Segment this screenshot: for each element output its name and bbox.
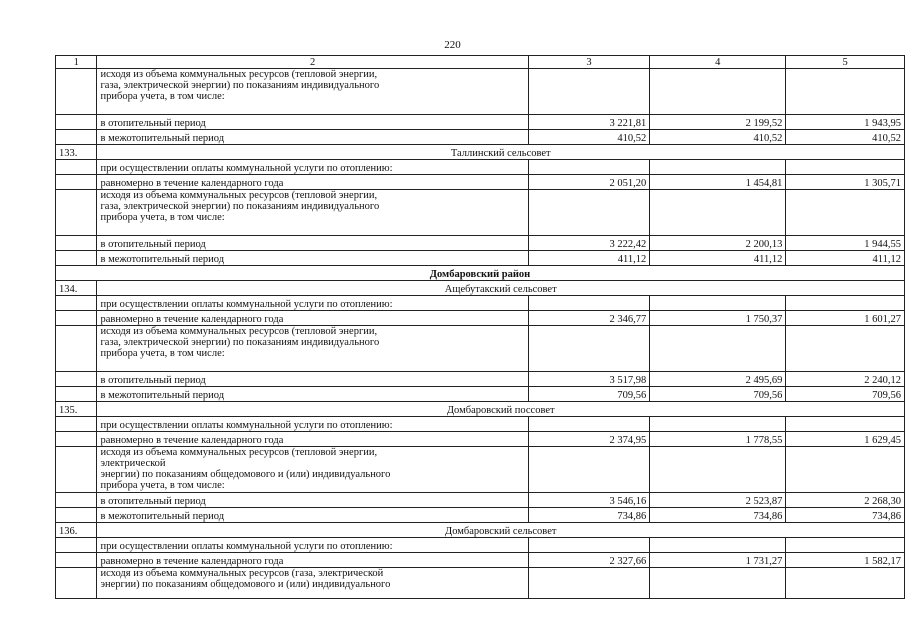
table-row — [56, 508, 905, 523]
value-col-5 — [786, 160, 905, 175]
description-line: равномерно в течение календарного года — [100, 556, 284, 567]
value-col-3 — [528, 447, 650, 493]
description-line: при осуществлении оплаты коммунальной услуги по отоплению: — [100, 420, 393, 431]
row-number — [56, 296, 97, 311]
row-number — [56, 553, 97, 568]
row-description — [97, 493, 528, 508]
table-row — [56, 553, 905, 568]
description-line: энергии) по показаниям общедомового и (или) индивидуального — [100, 579, 391, 590]
row-description — [97, 175, 528, 190]
row-description — [97, 251, 528, 266]
row-description — [97, 326, 528, 372]
description-line: равномерно в течение календарного года — [100, 178, 284, 189]
value-col-5 — [786, 190, 905, 236]
value-col-4: 2 495,69 — [650, 372, 786, 387]
value-col-5: 1 944,55 — [786, 236, 905, 251]
value-col-3: 734,86 — [528, 508, 650, 523]
column-number: 3 — [528, 56, 650, 69]
column-number: 4 — [650, 56, 786, 69]
description-line: в отопительный период — [100, 118, 206, 129]
row-number — [56, 417, 97, 432]
row-number: 134. — [56, 281, 97, 296]
row-description — [97, 296, 528, 311]
description-line: прибора учета, в том числе: — [100, 480, 225, 491]
value-col-4 — [650, 69, 786, 115]
description-line: в отопительный период — [100, 496, 206, 507]
value-col-3 — [528, 538, 650, 553]
value-col-5: 1 601,27 — [786, 311, 905, 326]
value-col-3: 2 051,20 — [528, 175, 650, 190]
value-col-3 — [528, 296, 650, 311]
column-number: 5 — [786, 56, 905, 69]
value-col-5: 1 629,45 — [786, 432, 905, 447]
row-number — [56, 251, 97, 266]
value-col-3: 2 327,66 — [528, 553, 650, 568]
table-row — [56, 115, 905, 130]
description-line: газа, электрической энергии) по показаниям индивидуального — [100, 80, 380, 91]
row-description — [97, 115, 528, 130]
value-col-5: 411,12 — [786, 251, 905, 266]
value-col-3: 2 346,77 — [528, 311, 650, 326]
value-col-4: 2 200,13 — [650, 236, 786, 251]
settlement-title: Домбаровский сельсовет — [97, 523, 905, 538]
row-description — [97, 236, 528, 251]
description-line: исходя из объема коммунальных ресурсов (тепловой энергии, — [100, 447, 378, 458]
row-description — [97, 568, 528, 599]
row-number — [56, 160, 97, 175]
description-line: в отопительный период — [100, 239, 206, 250]
settlement-row — [56, 402, 905, 417]
row-number — [56, 326, 97, 372]
description-line: равномерно в течение календарного года — [100, 435, 284, 446]
table-row — [56, 190, 905, 236]
value-col-3: 411,12 — [528, 251, 650, 266]
value-col-3: 709,56 — [528, 387, 650, 402]
value-col-4: 709,56 — [650, 387, 786, 402]
description-line: в межотопительный период — [100, 254, 225, 265]
value-col-4: 1 750,37 — [650, 311, 786, 326]
value-col-5 — [786, 296, 905, 311]
settlement-row — [56, 145, 905, 160]
value-col-4 — [650, 296, 786, 311]
value-col-4: 410,52 — [650, 130, 786, 145]
table-row — [56, 160, 905, 175]
row-description — [97, 447, 528, 493]
value-col-4: 1 778,55 — [650, 432, 786, 447]
value-col-5: 2 240,12 — [786, 372, 905, 387]
description-line: при осуществлении оплаты коммунальной услуги по отоплению: — [100, 299, 393, 310]
description-line: прибора учета, в том числе: — [100, 212, 225, 223]
row-number: 136. — [56, 523, 97, 538]
page-number: 220 — [444, 39, 461, 51]
settlement-title: Таллинский сельсовет — [97, 145, 905, 160]
settlement-row — [56, 281, 905, 296]
value-col-4: 2 199,52 — [650, 115, 786, 130]
value-col-4: 411,12 — [650, 251, 786, 266]
row-number — [56, 568, 97, 599]
value-col-5 — [786, 417, 905, 432]
description-line: прибора учета, в том числе: — [100, 91, 225, 102]
description-line: равномерно в течение календарного года — [100, 314, 284, 325]
row-description — [97, 190, 528, 236]
value-col-4 — [650, 447, 786, 493]
value-col-3: 410,52 — [528, 130, 650, 145]
value-col-5: 1 582,17 — [786, 553, 905, 568]
value-col-4 — [650, 417, 786, 432]
value-col-4 — [650, 568, 786, 599]
row-number: 135. — [56, 402, 97, 417]
table-row — [56, 236, 905, 251]
table-row — [56, 417, 905, 432]
description-line: в межотопительный период — [100, 133, 225, 144]
row-description — [97, 387, 528, 402]
value-col-5: 2 268,30 — [786, 493, 905, 508]
column-number: 1 — [56, 56, 97, 69]
table-body — [56, 56, 905, 599]
table-row — [56, 251, 905, 266]
description-line: исходя из объема коммунальных ресурсов (тепловой энергии, — [100, 69, 378, 80]
value-col-3: 3 546,16 — [528, 493, 650, 508]
value-col-3 — [528, 326, 650, 372]
row-number — [56, 372, 97, 387]
row-number — [56, 387, 97, 402]
table-row — [56, 296, 905, 311]
value-col-5 — [786, 568, 905, 599]
region-title: Домбаровский район — [56, 266, 905, 281]
row-number — [56, 130, 97, 145]
row-number — [56, 538, 97, 553]
table-row — [56, 432, 905, 447]
row-number — [56, 493, 97, 508]
tariff-table — [55, 55, 905, 599]
description-line: в межотопительный период — [100, 390, 225, 401]
row-description — [97, 130, 528, 145]
row-number — [56, 190, 97, 236]
row-description — [97, 538, 528, 553]
row-number — [56, 236, 97, 251]
row-number — [56, 69, 97, 115]
table-row — [56, 538, 905, 553]
value-col-4 — [650, 190, 786, 236]
value-col-5: 709,56 — [786, 387, 905, 402]
value-col-5: 1 305,71 — [786, 175, 905, 190]
table-row — [56, 568, 905, 599]
value-col-3: 3 222,42 — [528, 236, 650, 251]
value-col-5 — [786, 69, 905, 115]
description-line: прибора учета, в том числе: — [100, 348, 225, 359]
value-col-5: 734,86 — [786, 508, 905, 523]
value-col-4: 1 454,81 — [650, 175, 786, 190]
value-col-5: 1 943,95 — [786, 115, 905, 130]
description-line: исходя из объема коммунальных ресурсов (тепловой энергии, — [100, 190, 378, 201]
table-row — [56, 447, 905, 493]
table-row — [56, 493, 905, 508]
value-col-4 — [650, 160, 786, 175]
row-number — [56, 508, 97, 523]
value-col-4: 2 523,87 — [650, 493, 786, 508]
row-number — [56, 432, 97, 447]
settlement-title: Домбаровский поссовет — [97, 402, 905, 417]
region-row — [56, 266, 905, 281]
value-col-4 — [650, 538, 786, 553]
value-col-4: 1 731,27 — [650, 553, 786, 568]
row-description — [97, 553, 528, 568]
settlement-title: Ащебутакский сельсовет — [97, 281, 905, 296]
row-number — [56, 175, 97, 190]
value-col-3: 2 374,95 — [528, 432, 650, 447]
description-line: в отопительный период — [100, 375, 206, 386]
row-number — [56, 447, 97, 493]
value-col-4: 734,86 — [650, 508, 786, 523]
row-number: 133. — [56, 145, 97, 160]
description-line: в межотопительный период — [100, 511, 225, 522]
row-description — [97, 160, 528, 175]
value-col-5: 410,52 — [786, 130, 905, 145]
value-col-3: 3 517,98 — [528, 372, 650, 387]
row-description — [97, 417, 528, 432]
settlement-row — [56, 523, 905, 538]
value-col-5 — [786, 326, 905, 372]
value-col-3 — [528, 568, 650, 599]
value-col-3 — [528, 190, 650, 236]
description-line: при осуществлении оплаты коммунальной услуги по отоплению: — [100, 163, 393, 174]
row-description — [97, 311, 528, 326]
value-col-3 — [528, 417, 650, 432]
value-col-4 — [650, 326, 786, 372]
value-col-5 — [786, 538, 905, 553]
row-description — [97, 432, 528, 447]
table-row — [56, 326, 905, 372]
description-line: газа, электрической энергии) по показаниям индивидуального — [100, 201, 380, 212]
description-line: газа, электрической энергии) по показаниям индивидуального — [100, 337, 380, 348]
description-line: исходя из объема коммунальных ресурсов (тепловой энергии, — [100, 326, 378, 337]
description-line: исходя из объема коммунальных ресурсов (газа, электрической — [100, 568, 384, 579]
description-line: энергии) по показаниям общедомового и (или) индивидуального — [100, 469, 391, 480]
table-row — [56, 311, 905, 326]
value-col-3 — [528, 69, 650, 115]
row-description — [97, 508, 528, 523]
column-number: 2 — [97, 56, 528, 69]
description-line: электрической — [100, 458, 166, 469]
column-number-row — [56, 56, 905, 69]
row-number — [56, 115, 97, 130]
value-col-3: 3 221,81 — [528, 115, 650, 130]
row-number — [56, 311, 97, 326]
value-col-5 — [786, 447, 905, 493]
table-row — [56, 69, 905, 115]
row-description — [97, 69, 528, 115]
value-col-3 — [528, 160, 650, 175]
table-row — [56, 130, 905, 145]
description-line: при осуществлении оплаты коммунальной услуги по отоплению: — [100, 541, 393, 552]
table-row — [56, 175, 905, 190]
table-row — [56, 387, 905, 402]
row-description — [97, 372, 528, 387]
table-row — [56, 372, 905, 387]
